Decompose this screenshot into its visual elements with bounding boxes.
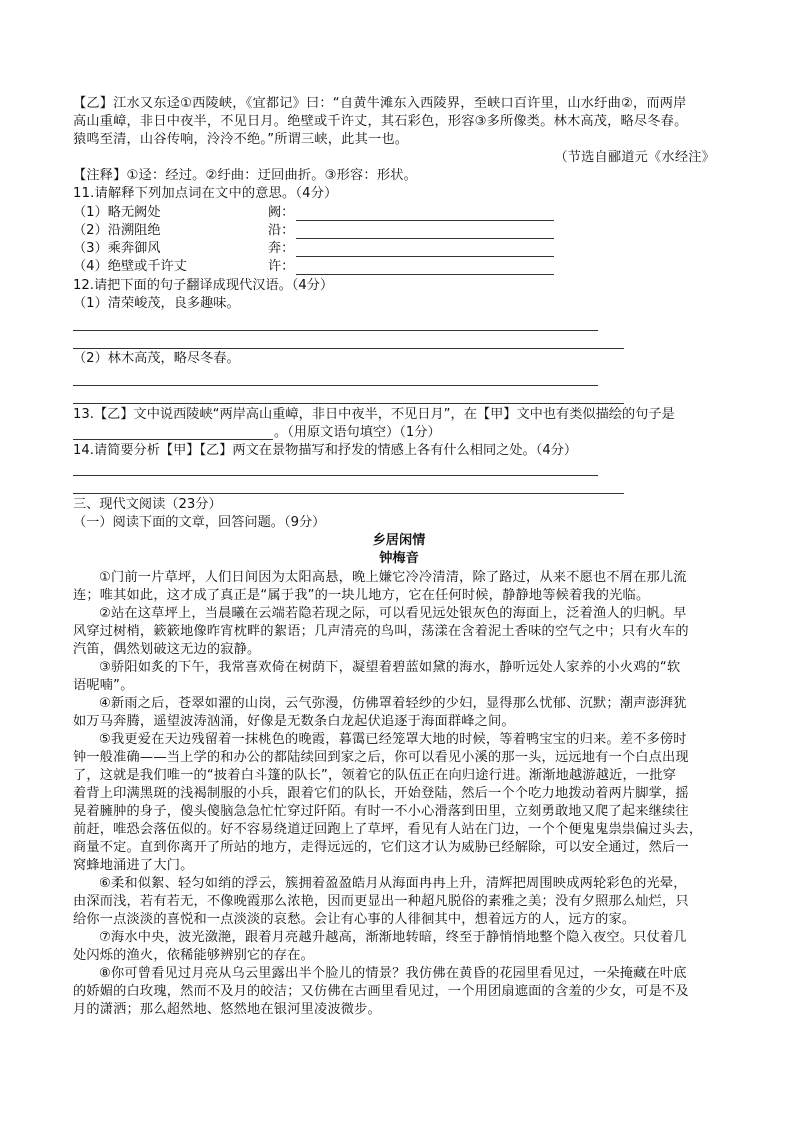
article-paragraph-line: ⑧你可曾看见过月亮从乌云里露出半个脸儿的情景？我仿佛在黄昏的花园里看见过，一朵掩藏在叶底 [99,966,687,981]
article-paragraph-line: ③骄阳如炙的下午，我常喜欢倚在树荫下，凝望着碧蓝如黛的海水，静听远处人家养的小火鸡的“软 [99,660,681,675]
article-paragraph-line: 钟一般准确——当上学的和办公的都陆续回到家之后，你可以看见小溪的那一头，远远地有一个白点出现 [73,750,689,765]
article-paragraph-line: 语呢喃”。 [73,678,134,693]
q11-word-3: 奔： [268,241,295,256]
article-paragraph-line: ⑤我更爱在天边残留着一抹桃色的晚霞，暮霭已经笼罩大地的时候，等着鸭宝宝的归来。差不多傍时 [99,732,687,747]
article-paragraph-line: 前赶，唯恐会落伍似的。好不容易绕道迂回跑上了草坪，看见有人站在门边，一个个便鬼鬼祟祟偏过头去， [73,822,703,837]
q14-answer-line-b[interactable] [73,493,624,494]
section-heading: 三、现代文阅读（23分） [73,497,222,512]
q11-answer-line-4[interactable] [296,274,554,275]
q12-sentence-1: （1）清荣峻茂，良多趣味。 [73,296,240,311]
article-paragraph-line: ①门前一片草坪，人们日间因为太阳高悬，晚上嫌它冷冷清清，除了路过，从来不愿也不屑在那儿流 [99,570,687,585]
q11-word-1: 阙： [268,205,295,220]
q13-answer-line[interactable] [73,439,273,440]
article-paragraph-line: 窝蜂地涌进了大门。 [73,858,194,873]
article-body [73,569,725,1019]
article-paragraph-line: 连；唯其如此，这才成了真正是“属于我”的一块儿地方，它在任何时候，静静地等候着我的光临。 [73,588,650,603]
q11-word-4: 许： [268,259,295,274]
article-paragraph-line: 风穿过树梢，簌簌地像昨宵枕畔的絮语；几声清亮的鸟叫，荡漾在含着泥土香味的空气之中；只有火车的 [73,624,689,639]
article-paragraph-line: 的娇媚的白玫瑰，然而不及月的皎洁；又仿佛在古画里看见过，一个用团扇遮面的含羞的少女，可是不及 [73,984,689,999]
q11-item-1: （1）略无阙处 [73,205,161,220]
article-paragraph-line: 汽笛，偶然划破这无边的寂静。 [73,642,261,657]
passage-yi-line: 【乙】江水又东迳①西陵峡，《宜都记》曰：“自黄牛滩东入西陵界，至峡口百许里，山水纡曲②，而两岸 [73,96,687,111]
q11-item-2: （2）沿溯阻绝 [73,223,161,238]
article-title: 乡居闲情 [372,533,426,548]
q12-sentence-2: （2）林木高茂，略尽冬春。 [73,351,240,366]
question-13-tail: 。（用原文语句填空）（1分） [274,425,441,440]
passage-yi-line: 猿鸣至清，山谷传响，泠泠不绝。”所谓三峡，此其一也。 [73,132,409,147]
q11-word-2: 沿： [268,223,295,238]
article-paragraph-line: 如万马奔腾，遥望波涛汹涌，好像是无数条白龙起伏追逐于海面群峰之间。 [73,714,515,729]
passage-yi [73,95,725,203]
article-paragraph-line: 月的潇洒；那么超然地、悠然地在银河里凌波微步。 [73,1002,381,1017]
question-13: 13.【乙】文中说西陵峡“两岸高山重嶂，非日中夜半，不见日月”，在【甲】文中也有类似描绘的句子是 [73,407,675,422]
article-paragraph-line: 着背上印满黑斑的浅褐制服的小兵，跟着它们的队长，开始登陆，然后一个个吃力地拨动着两片脚掌，摇 [73,786,689,801]
annotation-notes: 【注释】①迳：经过。②纡曲：迂回曲折。③形容：形状。 [73,168,417,183]
question-12-title: 12.请把下面的句子翻译成现代汉语。（4分） [73,278,334,293]
question-11-title: 11.请解释下列加点词在文中的意思。（4分） [73,186,338,201]
article-paragraph-line: ②站在这草坪上，当晨曦在云端若隐若现之际，可以看见远处银灰色的海面上，泛着渔人的归帆。早 [99,606,687,621]
passage-source: （节选自郦道元《水经注》 [554,150,715,165]
article-paragraph-line: ⑦海水中央，波光潋滟，跟着月亮越升越高，渐渐地转暗，终至于静悄悄地整个隐入夜空。只仗着几 [99,930,687,945]
question-14: 14.请简要分析【甲】【乙】两文在景物描写和抒发的情感上各有什么相同之处。（4分） [73,443,578,458]
passage-yi-line: 高山重嶂，非日中夜半，不见日月。绝壁或千许丈，其石彩色，形容③多所像类。林木高茂，略尽冬春。 [73,114,688,129]
article-paragraph-line: 给你一点淡淡的喜悦和一点淡淡的哀愁。会让有心事的人徘徊其中，想着远方的人，远方的家。 [73,912,636,927]
part-heading: （一）阅读下面的文章，回答问题。（9分） [73,515,326,530]
article-paragraph-line: 商量不定。直到你离开了所站的地方，走得远远的，它们这才认为威胁已经解除，可以安全通过，然后一 [73,840,689,855]
q12-answer-line-2a[interactable] [73,385,598,386]
article-paragraph-line: ⑥柔和似絮、轻匀如绡的浮云，簇拥着盈盈皓月从海面冉冉上升，清辉把周围映成两轮彩色的光晕， [99,876,687,891]
article-author: 钟梅音 [379,551,419,566]
article-paragraph-line: 晃着臃肿的身子，傻头傻脑急急忙忙穿过阡陌。有时一不小心滑落到田里，立刻勇敢地又爬了起来继续往 [73,804,689,819]
q12-answer-line-1b[interactable] [73,348,624,349]
q12-answer-line-1a[interactable] [73,330,598,331]
article-paragraph-line: 了，这就是我们唯一的“披着白斗篷的队长”，领着它的队伍正在向归途行进。渐渐地越游越近，一批穿 [73,768,677,783]
q11-answer-line-3[interactable] [296,256,554,257]
q11-answer-line-2[interactable] [296,238,554,239]
q11-answer-line-1[interactable] [296,220,554,221]
q14-answer-line-a[interactable] [73,475,598,476]
article-paragraph-line: 处闪烁的渔火，依稀能够辨别它的存在。 [73,948,314,963]
article-paragraph-line: 由深而浅，若有若无，不像晚霞那么浓艳，因而更显出一种超凡脱俗的素雅之美；没有夕照那么灿烂，只 [73,894,689,909]
q11-item-4: （4）绝壁或千许丈 [73,259,187,274]
q11-item-3: （3）乘奔御风 [73,241,161,256]
article-paragraph-line: ④新雨之后，苍翠如濯的山岗，云气弥漫，仿佛罩着轻纱的少妇，显得那么忧郁、沉默；潮声澎湃犹 [99,696,687,711]
q12-answer-line-2b[interactable] [73,403,624,404]
